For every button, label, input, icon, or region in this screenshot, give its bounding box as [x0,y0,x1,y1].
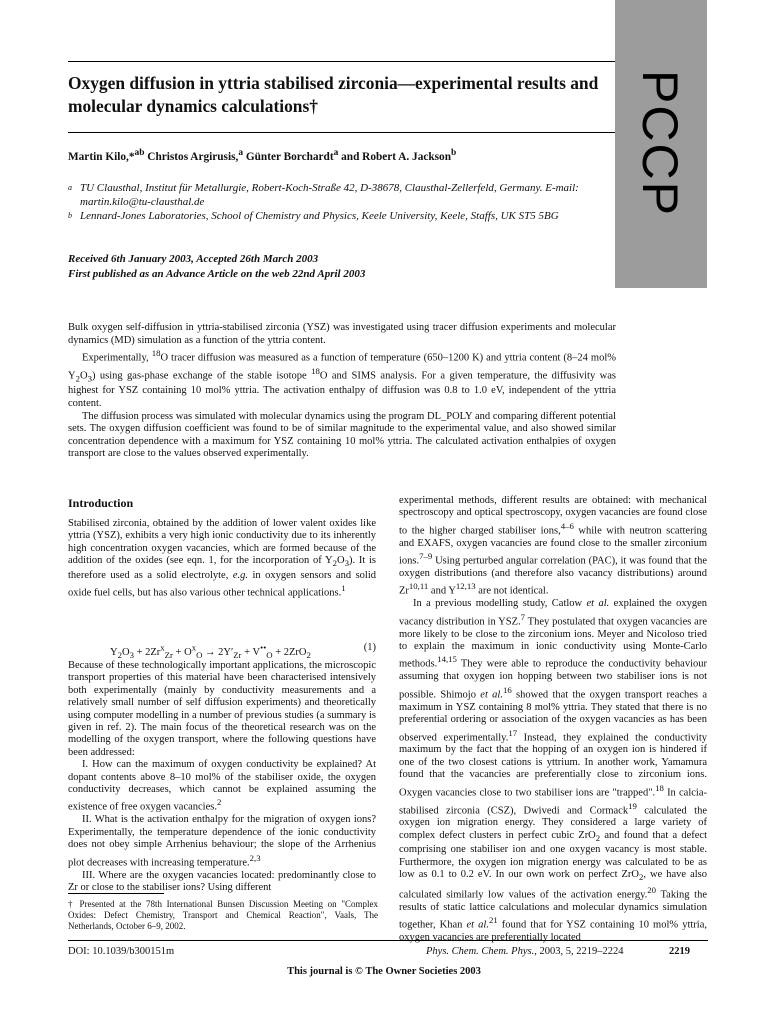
left-column-body [68,660,376,894]
right-column-body [399,495,707,944]
abstract-paragraph: Experimentally, $^{18}$O tracer diffusion was measured as a function of temperature (650–1200 K) and yttria content (8–24 mol% $Y_2O_3$) using gas-phase exchange of the stable isotope $^{18}$O and SIMS analysis. For a given temperature, the diffusivity was highest for YSZ containing 10 mol% yttria. The activation enthalpy of diffusion was 0.8 to 1.0 eV, independent of the yttria content. [68,348,617,410]
affiliation-mark: a [68,183,72,192]
body-paragraph: Stabilised zirconia, obtained by the addition of lower valent oxides like yttria (YSZ), exhibits a very high ionic conductivity due to its inherently high concentration oxygen vacancies, which are formed because of the addition of the oxides (see eqn. 1, for the incorporation of $Y_2O_3$). It is therefore used as a solid electrolyte, e.g. in oxygen sensors and solid oxide fuel cells, but has also various other technical applications.$^1$ [68,518,376,599]
body-paragraph: II. What is the activation enthalpy for the migration of oxygen ions? Experimentally, the temperature dependence of the ionic conductivity does not obey simple Arrhenius behaviour; the slope of the Arrhenius plot decreases with increasing temperature.$^{2,3}$ [68,814,376,869]
author-list: Martin Kilo,*$^{ab}$ Christos Argirusis,$^a$ Günter Borchardt$^a$ and Robert A. Jackson$^b$ [68,148,457,163]
equation-number: (1) [363,642,376,653]
footnote-rule [68,893,164,894]
section-heading-introduction: Introduction [68,496,134,510]
citation-details: , 2003, 5, 2219–2224 [534,946,624,957]
affiliation-text: Lennard-Jones Laboratories, School of Chemistry and Physics, Keele University, Keele, Staffs, UK ST5 5BG [80,210,559,222]
title-top-rule [68,61,615,62]
title-bottom-rule [68,132,615,133]
abstract-paragraph: Bulk oxygen self-diffusion in yttria-stabilised zirconia (YSZ) was investigated using tracer diffusion experiments and molecular dynamics (MD) simulation as a function of the yttria content. [68,322,616,346]
body-paragraph: Because of these technologically important applications, the microscopic transport properties of this material have been characterised intensively both experimentally (mainly by conductivity measurements and a relatively small number of self diffusion experiments) and theoretically using computer modelling in a number of previous studies (a summary is given in ref. 2). The main focus of the theoretical research was on the modelling of the oxygen transport, where the following questions have been addressed: [68,660,376,758]
left-column-intro [68,518,376,600]
journal-logo: PCCP [632,70,688,217]
article-title: Oxygen diffusion in yttria stabilised zirconia—experimental results and molecular dynamics calculations† [68,73,599,116]
abstract [68,322,616,461]
affiliation-a [68,181,620,209]
journal-citation [426,946,690,957]
abstract-paragraph: The diffusion process was simulated with molecular dynamics using the program DL_POLY and comparing different potential sets. The oxygen diffusion coefficient was found to be of similar magnitude to the experimental value, and also showed similar concentration dependence with a maximum for YSZ containing 10 mol% yttria. The calculated activation enthalpies of oxygen transport are close to the values observed experimentally. [68,410,616,460]
footnote: † Presented at the 78th International Bunsen Discussion Meeting on "Complex Oxides: Defect Chemistry, Transport and Chemical Reaction", Vaals, The Netherlands, October 6–9, 2002. [68,899,378,931]
journal-name: Phys. Chem. Chem. Phys. [426,946,535,957]
received-date: Received 6th January 2003, Accepted 26th March 2003 [68,253,319,265]
body-paragraph: In a previous modelling study, Catlow et al. explained the oxygen vacancy distribution in YSZ.$^7$ They postulated that oxygen vacancies are more likely to be close to the zirconium ions. Meyer and Nicoloso tried to explain the maximum in ionic conductivity using Monte-Carlo methods.$^{14,15}$ They were able to reproduce the conductivity behaviour assuming that oxygen ion hopping between two stabiliser ions is not possible. Shimojo et al.$^{16}$ showed that the oxygen transport reaches a maximum in YSZ containing 8 mol% yttria. They stated that there is no preferential ordering or association of the oxygen vacancies as has been observed experimentally.$^{17}$ Instead, they explained the conductivity maximum by the fact that the hopping of an oxygen ion is hindered if one of the two closest cations is yttrium. In another work, Yamamura found that the vacancies are preferentially close to zirconium ions. Oxygen vacancies close to two stabiliser ions are "trapped".$^{18}$ In calcia-stabilised zirconia (CSZ), Dwivedi and Cormack$^{19}$ calculated the oxygen ion migration energy. They considered a large variety of complex defect clusters in perfect cubic ZrO$_2$ and found that a defect comprising one stabiliser ion and one oxygen vacancy is most stable. Furthermore, the oxygen ion migration energy was calculated to be as low as 0.1 to 0.2 eV. In our own work on perfect ZrO$_2$, we have also calculated similarly low values of the activation energy.$^{20}$ Taking the results of static lattice calculations and molecular dynamics simulation together, Khan et al.$^{21}$ found that for YSZ containing 10 mol% yttria, oxygen vacancies are preferentially located [399,598,708,943]
body-paragraph: III. Where are the oxygen vacancies located: predominantly close to Zr or close to the stabiliser ions? Using different [68,869,376,893]
published-date: First published as an Advance Article on the web 22nd April 2003 [68,268,366,280]
copyright-line: This journal is © The Owner Societies 2003 [287,966,481,977]
page-number: 2219 [669,946,690,957]
article-dates [68,252,608,282]
affiliation-b [68,209,620,223]
equation-1 [110,642,376,660]
affiliation-mark: b [68,211,72,220]
doi: DOI: 10.1039/b300151m [68,946,175,957]
body-paragraph: experimental methods, different results are obtained: with mechanical spectroscopy and optical spectroscopy, oxygen vacancies are found close to the higher charged stabiliser ions,$^{4-6}$ while with neutron scattering and EXAFS, oxygen vacancies are found close to the smaller zirconium ions.$^{7-9}$ Using perturbed angular correlation (PAC), it was found that the oxygen distributions (and therefore also vacancy distributions) around Zr$^{10,11}$ and Y$^{12,13}$ are not identical. [399,495,707,597]
body-paragraph: I. How can the maximum of oxygen conductivity be explained? At dopant contents above 8–10 mol% of the stabiliser oxide, the oxygen conductivity decreases, which cannot be explained assuming the existence of free oxygen vacancies.$^2$ [68,759,376,813]
equation-expression: $Y_2O_3 + 2Zr^x_{Zr} + O^x_O \to 2Y'_{Zr} + V^{••}_O + 2ZrO_2$ [110,642,311,660]
affiliation-text: TU Clausthal, Institut für Metallurgie, Robert-Koch-Straße 42, D-38678, Clausthal-Zellerfeld, Germany. E-mail: martin.kilo@tu-clausthal.de [80,182,579,208]
footer-rule [68,940,708,941]
